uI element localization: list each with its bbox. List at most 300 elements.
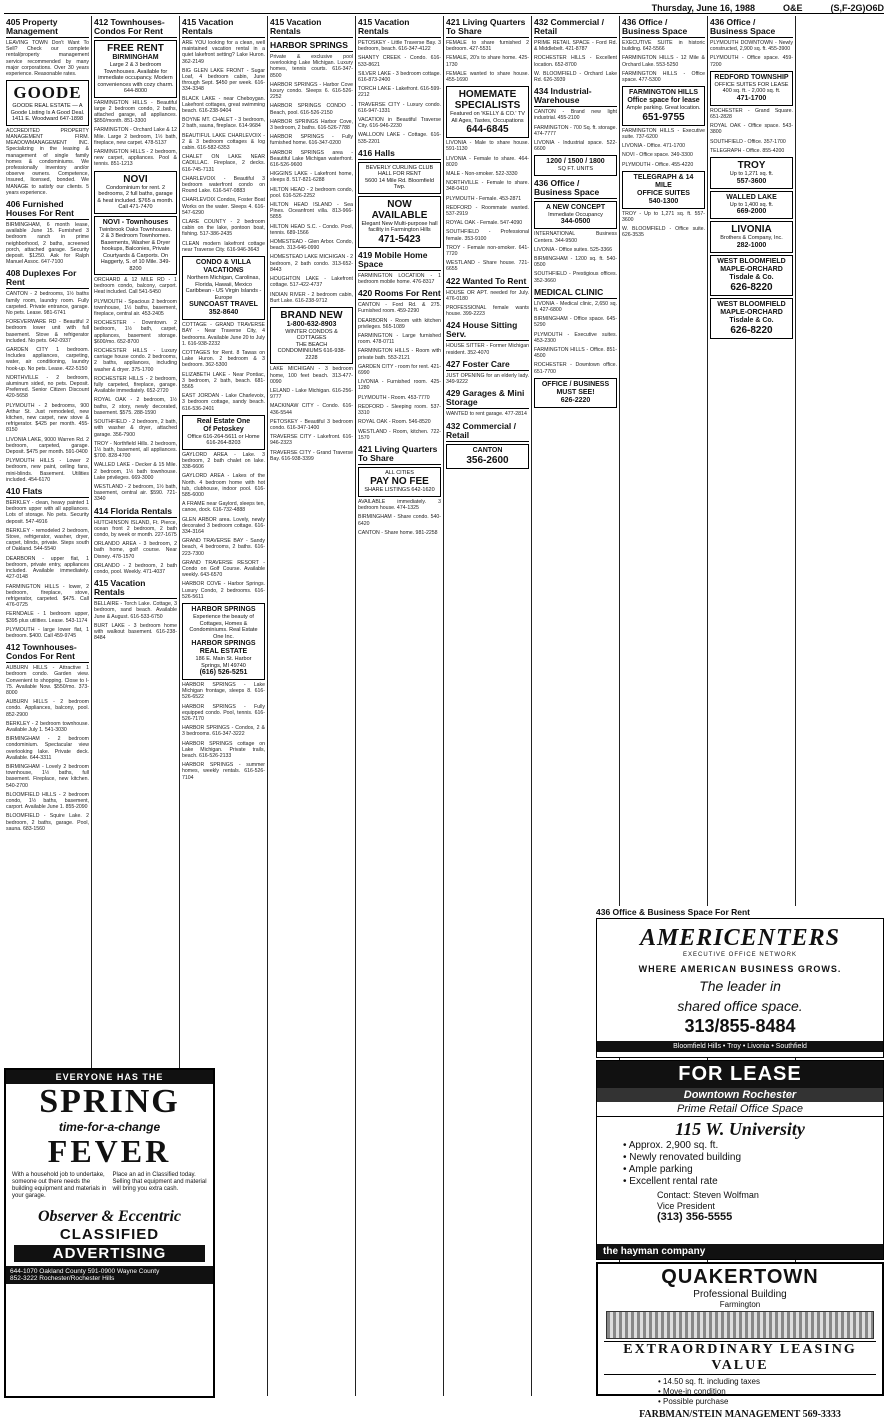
spring-phones-line-1: 644-1070 Oakland County 591-0900 Wayne County (10, 1268, 160, 1275)
classified-ad: ROCHESTER HILLS - 2 bedroom, fully carpeted, fireplace, garage. Available immediately. 652-2720 (94, 375, 177, 395)
ad-subhead: Of Petoskey (203, 425, 244, 433)
section-heading: 410 Flats (6, 486, 89, 498)
classified-ad: TROY - Up to 1,271 sq. ft. 557-3600 (622, 210, 705, 223)
ad-headline: TROY (737, 160, 766, 172)
americenters-phone: 313/855-8484 (684, 1016, 796, 1036)
section-heading: 419 Mobile Home Space (358, 250, 441, 271)
ad-headline: A NEW CONCEPT (545, 203, 606, 211)
goode-real-estate-ad (6, 80, 89, 126)
section-heading: 415 Vacation Rentals (182, 17, 265, 38)
spring-body-left: With a household job to undertake, someone out there needs the building equipment and materials in your garage. (12, 1172, 107, 1199)
classified-ad: FARMINGTON HILLS - Room with private bath. 553-2121 (358, 348, 441, 361)
classified-ad: AUBURN HILLS - 2 bedroom condo. Appliances, balcony, pool. 852-2900 (6, 699, 89, 718)
classified-ad: BIRMINGHAM - Office space. 645-5290 (534, 316, 617, 329)
classified-ad: HOUSE OR APT. needed for July. 476-0180 (446, 289, 529, 302)
classified-ad: FERNDALE - 1 bedroom upper, $395 plus utilities. Lease. 543-1174 (6, 611, 89, 624)
lease-management: the hayman company (597, 1244, 883, 1259)
west-bloomfield-ad-2 (710, 298, 793, 339)
classified-ad: SOUTHFIELD - Prestigious offices. 352-3660 (534, 271, 617, 284)
ad-subhead: BIRMINGHAM (112, 54, 159, 61)
classified-ad: FARMINGTON HILLS - Beautiful large 2 bedroom condo, 2 baths, attached garage, all appliances. $850/month. 851-3300 (94, 99, 177, 125)
spring-banner: EVERYONE HAS THE (6, 1070, 213, 1084)
classified-ad: HILTON HEAD - 2 bedroom condo, pool. 616-526-2252 (270, 186, 353, 199)
lease-feature: • Excellent rental rate (623, 1176, 718, 1187)
quakertown-bullets (598, 1377, 882, 1407)
classified-ad: FEMALE wanted to share house. 455-1690 (446, 70, 529, 84)
ad-phone: 644-6845 (466, 124, 509, 136)
classified-ad: WANTED to rent garage. 477-2814 (446, 411, 527, 418)
spring-fever-ad (4, 1068, 215, 1398)
classified-ad: COTTAGES for Rent. 8 Tawas on Lake Huron. 2 bedroom & 3 bedroom. 362-5300 (182, 349, 265, 369)
column-6 (444, 16, 532, 1396)
classified-ad: GAYLORD AREA - Lakes of the North. 4 bedroom home with hot tub, clubhouse, indoor pool. 616-585-6000 (182, 473, 265, 498)
ad-phone: 651-9755 (642, 111, 685, 123)
classified-ad: FEMALE, 20's to share home. 425-1730 (446, 55, 529, 68)
classified-ad: CLARE COUNTY - 2 bedroom cabin on the lake, pontoon boat, fishing. 517-386-2435 (182, 219, 265, 238)
quakertown-bullet: • Possible purchase (658, 1397, 729, 1406)
classified-ad: PETOSKEY - Little Traverse Bay. 3 bedroom, beach. 616-347-4122 (358, 40, 441, 53)
display-ads-heading-bar (596, 906, 884, 918)
ad-headline: OFFICE / BUSINESS (541, 380, 610, 388)
classified-ad: GRAND TRAVERSE BAY - Sandy beach, 4 bedrooms, 2 baths. 616-223-7300 (182, 538, 265, 557)
ad-headline: WEST BLOOMFIELD (717, 300, 786, 308)
classified-ad: BIRMINGHAM - Lovely 2 bedroom townhouse, 1½ baths, full basement. Fireplace, new kitchen. 540-2700 (6, 763, 89, 789)
americenters-lead-2: shared office space. (677, 998, 803, 1014)
canton-commercial-ad (446, 444, 529, 469)
quakertown-city: Farmington (719, 1300, 761, 1309)
page-header (4, 2, 884, 14)
section-heading: 436 Office / Business Space (534, 178, 617, 199)
ad-brand: Tisdale & Co. (729, 316, 774, 324)
section-heading: 412 Townhouses-Condos For Rent (6, 642, 89, 663)
classified-ad: LIVONIA - Office. 471-1700 (622, 143, 686, 150)
classified-ad: MALE - Non-smoker. 522-3330 (446, 171, 518, 178)
lease-feature: • Newly renovated building (623, 1152, 742, 1163)
ad-headline: FREE RENT (107, 43, 164, 54)
ad-phone: 471-1700 (736, 94, 767, 102)
spring-body-right: Place an ad in Classified today. Selling that equipment and material will bring you extra cash. (112, 1172, 207, 1192)
classified-ad: INTERNATIONAL Business Centers. 344-9500 (534, 231, 617, 244)
section-heading: 436 Office / Business Space (710, 17, 793, 38)
classified-ad: HOMESTEAD - Glen Arbor. Condo, beach. 313-646-0990 (270, 239, 353, 252)
classified-ad: CANTON - Brand new light industrial. 455-2100 (534, 109, 617, 122)
ad-brand: SUNCOAST TRAVEL (189, 301, 258, 309)
classified-ad: NORTHVILLE - 2 bedroom, aluminum sided, no pets. Deposit. Preferred. Senior Citizen Discount 420-5658 (6, 374, 89, 400)
ad-body: Northern Michigan, Carolinas, Florida, Hawaii, Mexico (187, 275, 260, 288)
classified-ad: FARMINGTON HILLS - 2 bedroom, new carpet, appliances. Pool & tennis. 851-1213 (94, 148, 177, 168)
ad-headline: REDFORD TOWNSHIP (714, 73, 789, 81)
lease-contact (597, 1190, 883, 1223)
classified-ad: Private & exclusive pool overlooking Lake Michigan. Luxury homes, tennis courts. 616-347-8500 (270, 54, 353, 79)
classified-ad: BLOOMFIELD - Squire Lake. 2 bedroom, 2 baths, garage. Pool, sauna. 683-1560 (6, 813, 89, 832)
classified-ad: ORCHARD & 12 MILE RD - 1 bedroom condo, balcony, carport. Heat included. Call 541-5450 (94, 277, 177, 296)
classified-ad: ROCHESTER - Downtown office. 651-7700 (534, 362, 617, 375)
americenters-tagline: EXECUTIVE OFFICE NETWORK (682, 952, 797, 958)
classified-ad: PLYMOUTH - Room. 453-7770 (358, 394, 430, 401)
classified-ad: A FRAME near Gaylord, sleeps ten, canoe, dock. 616-732-4888 (182, 501, 265, 514)
lease-features (597, 1140, 883, 1188)
livonia-office-ad (710, 221, 793, 253)
column-5 (356, 16, 444, 1396)
classified-ad: PLYMOUTH - 2 bedrooms, 900 Arthur St. Just remodeled, new kitchen, new carpet, new stove & refrigerator. $425 per month. 455-8150 (6, 402, 89, 434)
classified-ad: HOUSE SITTER - Former Michigan resident. 352-4070 (446, 343, 529, 356)
ad-body: Up to 1,400 sq. ft. (729, 201, 774, 208)
classified-ad: HILTON HEAD ISLAND - Sea Pines. Oceanfront villa. 813-966-5855 (270, 202, 353, 221)
ad-phone: Office 616-264-5611 or Home 616-264-8203 (187, 433, 260, 447)
classified-ad: NORTHVILLE - Female to share. 348-0410 (446, 180, 529, 193)
lease-address: 115 W. University (675, 1119, 805, 1139)
ad-subhead: MAPLE-ORCHARD (720, 308, 783, 316)
classified-ad: PLYMOUTH - large lower flat, 1 bedroom. $400. Call 459-9745 (6, 626, 89, 639)
classified-ad: TRAVERSE CITY - Lakefront. 616-946-2323 (270, 434, 353, 447)
classified-ad: SOUTHFIELD - Professional female. 353-9100 (446, 229, 529, 242)
classified-ad: BERKLEY - clean, heavy painted 1 bedroom upper with all appliances. Lots of storage. No pets. Security deposit. 547-4916 (6, 500, 89, 525)
classified-ad: PLYMOUTH HILLS - Lower 2 bedroom, new paint, ceiling fans, mini-blinds. Basement. Utilities included. 454-6170 (6, 458, 89, 483)
condo-villa-ad (182, 256, 265, 320)
ad-brand: HARBOR SPRINGS REAL ESTATE (191, 640, 256, 655)
section-heading: 429 Garages & Mini Storage (446, 388, 529, 409)
classified-ad: PLYMOUTH - Female. 453-2871 (446, 195, 522, 202)
spring-phones (6, 1266, 213, 1284)
classified-ad: ROCHESTER - Grand Square. 651-2828 (710, 107, 793, 121)
lease-contact-name: Contact: Steven Wolfman (657, 1190, 759, 1200)
section-heading: 405 Property Management (6, 17, 89, 38)
ad-body: Up to 1,271 sq. ft. (729, 171, 774, 178)
twinbrook-oaks-ad (94, 216, 177, 276)
classified-ad: EAST JORDAN - Lake Charlevoix, 3 bedroom cottage, sandy beach. 616-536-2401 (182, 393, 265, 412)
classified-wordmark: CLASSIFIED (59, 1226, 160, 1243)
classified-ad: JUST OPENING for an elderly lady. 349-9222 (446, 372, 529, 386)
ad-headline: FARMINGTON HILLS (628, 89, 699, 97)
classified-ad: ROYAL OAK - 2 bedroom, 1½ baths, 2 story, newly decorated, basement. $575. 288-1590 (94, 397, 177, 416)
ad-phone: 1-800-632-8903 (286, 320, 337, 328)
ad-subhead: MAPLE-ORCHARD (720, 265, 783, 273)
classified-ad: WALLED LAKE - Decker & 15 Mile. 2 bedroom, 1½ bath townhouse. Lake privileges. 669-3000 (94, 462, 177, 481)
quakertown-management: FARBMAN/STEIN MANAGEMENT 569-3333 (639, 1409, 841, 1420)
classified-ad: SOUTHFIELD - 2 bedroom, 2 bath, with washer & dryer, attached garage. 356-7900 (94, 419, 177, 438)
ad-phone: 282-1000 (736, 241, 767, 249)
classified-ad: LIVONIA - Industrial space. 522-6600 (534, 140, 617, 153)
classified-ad: CLEAN modern lakefront cottage near Traverse City. 616-946-3643 (182, 240, 265, 253)
section-heading: 416 Halls (358, 148, 441, 160)
classified-ad: SOUTHFIELD - Office. 357-1700 (710, 138, 786, 145)
classified-ad: WESTLAND - 2 bedroom, 1½ bath, basement, central air. $590. 721-3340 (94, 483, 177, 503)
classified-ad: CHARLEVOIX Condos, Foster Boat Works on the water. Sleeps 4. 616-547-6290 (182, 197, 265, 216)
classified-ad: W. BLOOMFIELD - Orchard Lake Rd. 626-3939 (534, 70, 617, 84)
ad-body: Immediate Occupancy (548, 211, 603, 218)
classified-ad: LEAVING TOWN Don't Want To Sell? Check our complete rental/property management service recommended by many major corporations. Over 30 years experience. Reasonable rates. (6, 40, 89, 78)
redford-office-ad (710, 71, 793, 106)
ad-phone: 471-5423 (378, 233, 421, 245)
classified-ad: SHANTY CREEK - Condo. 616-533-8621 (358, 55, 441, 68)
building-illustration (606, 1311, 874, 1339)
classified-ad: TROY - Northfield Hills. 2 bedroom, 1½ bath, basement, all appliances. $700. 828-4700 (94, 440, 177, 460)
americenters-ad (596, 918, 884, 1058)
classified-ad: DEARBORN - Room with kitchen privileges. 565-1089 (358, 317, 441, 330)
office-business-ad (534, 378, 617, 408)
classified-ad: FARMINGTON - Orchard Lake & 12 Mile. Large 2 bedroom, 1½ bath, fireplace, new carpet. 478-5137 (94, 127, 177, 146)
ad-headline: PAY NO FEE (370, 476, 429, 488)
classified-ad: GAYLORD AREA - Lake. 3 bedroom, 2 bath chalet on lake. 338-6606 (182, 451, 265, 471)
ad-phone: 344-0500 (560, 218, 591, 226)
section-heading: 421 Living Quarters To Share (446, 17, 529, 38)
ad-headline: TELEGRAPH & 14 MILE (633, 173, 694, 189)
ad-body: Twinbrook Oaks Townhouses. 2 & 3 Bedroom Townhomes. Basements, Washer & Dryer hookups, Balconies, Private Courtyards & Carports. On Haggerty, S. of 10 Mile. 349-8200 (99, 226, 172, 272)
classified-ad: BIRMINGHAM - 2 bedroom condominium. Spectacular view overlooking lake. Private deck. Available. 644-3311 (6, 736, 89, 761)
ad-address: 186 E. Main St. Harbor Springs, MI 49740 (195, 656, 252, 669)
ad-headline: NOW AVAILABLE (371, 198, 428, 221)
classified-ad: AUBURN HILLS - Attractive 1 bedroom condo. Garden view. Convenient to shopping. Close to I-75. Available Now. $550/mo. 373-8000 (6, 665, 89, 696)
classified-ad: GRAND TRAVERSE RESORT - Condo on Golf Course. Available weekly. 643-6570 (182, 559, 265, 579)
classified-ad: HOUGHTON LAKE - Lakefront cottage. 517-422-4737 (270, 276, 353, 289)
section-heading: 436 Office / Business Space (622, 17, 705, 38)
ad-headline: BEVERLY CURLING CLUB HALL FOR RENT (365, 164, 434, 178)
quakertown-headline: EXTRAORDINARY LEASING VALUE (604, 1341, 876, 1375)
ad-subhead: MUST SEE! (556, 388, 595, 396)
lease-subtitle: Downtown Rochester (597, 1088, 883, 1102)
ad-body: Ample parking. Great location. (626, 105, 701, 112)
classified-ad: BURT LAKE - 3 bedroom home with walkout basement. 616-238-8484 (94, 622, 177, 642)
spring-body (6, 1168, 213, 1204)
advertising-wordmark: ADVERTISING (14, 1245, 205, 1262)
classified-ad: MACKINAW CITY - Condo. 616-436-5544 (270, 403, 353, 416)
classified-ad: HARBOR SPRINGS Harbor Cove, 3 bedroom, 2 baths. 616-526-7788 (270, 118, 353, 132)
west-bloomfield-ad (710, 255, 793, 296)
ad-phone: 540-1300 (648, 197, 679, 205)
lease-title: FOR LEASE (597, 1061, 883, 1088)
lease-phone: (313) 356-5555 (657, 1211, 733, 1223)
classified-ad: REDFORD - Sleeping room. 537-3310 (358, 403, 441, 417)
ad-phone: (616) 526-5251 (199, 669, 248, 676)
brand-new-condos-ad (270, 307, 353, 365)
ad-headline: Real Estate One (196, 417, 251, 425)
ad-headline: NOVI (123, 173, 148, 185)
classified-ad: WESTLAND - Room, kitchen. 722-1570 (358, 428, 441, 441)
classified-ad: WALLOON LAKE - Cottage. 616-535-2201 (358, 132, 441, 145)
classified-ad: HARBOR SPRINGS - Lake Michigan frontage, sleeps 8. 616-526-6522 (182, 682, 265, 701)
classified-ad: LIVONIA - Female to share. 464-8020 (446, 155, 529, 168)
section-heading: 421 Living Quarters To Share (358, 444, 441, 465)
quakertown-bullet: • 14.50 sq. ft. including taxes (658, 1377, 760, 1386)
classified-ad: ARE YOU looking for a clean, well maintained vacation rental in a quiet lakefront setting? Lake Huron. 362-2149 (182, 40, 265, 65)
classified-ad: HARBOR SPRINGS - Harbor Cove luxury condo. Sleeps 6. 616-526-2252 (270, 81, 353, 101)
ad-phone: 557-3600 (736, 177, 767, 185)
classified-ad: CANTON - Share home. 981-2258 (358, 529, 438, 536)
section-heading: 415 Vacation Rentals (358, 17, 441, 38)
classified-ad: HARBOR COVE - Harbor Springs. Luxury Condo, 2 bedrooms. 616-526-5611 (182, 581, 265, 600)
americenters-lead-1: The leader in (699, 978, 781, 994)
classified-ad: PLYMOUTH - Office. 455-4220 (622, 161, 694, 168)
ad-headline: BRAND NEW (280, 309, 343, 321)
classified-ad: VACATION in Beautiful Traverse City. 616-946-2230 (358, 117, 441, 130)
classified-ad: REDFORD - Roommate wanted. 537-2919 (446, 204, 529, 218)
section-heading: MEDICAL CLINIC (534, 287, 617, 299)
spring-subtitle: time-for-a-change (58, 1120, 161, 1134)
classified-ad: CANTON - 2 bedrooms, 1½ baths family room, laundry room. Fully carpeted. Private entrance, garage. No pets. Lease. 981-6741 (6, 291, 89, 316)
section-heading: 420 Rooms For Rent (358, 288, 441, 299)
ad-body: THE BEACH CONDOMINIUMS 616-938-2228 (277, 341, 346, 361)
ad-body: Elegant New Multi-purpose hall facility in Farmington Hills (361, 220, 438, 234)
quakertown-bullet: • Move-in condition (658, 1387, 726, 1396)
ad-headline: CONDO & VILLA VACATIONS (195, 259, 252, 275)
classified-ad: BERKLEY - remodeled 2 bedroom, Stove, refrigerator, washer, dryer, carpet, blinds, private. Steps south of Oakland. 544-5540 (6, 527, 89, 553)
ad-headline: 1200 / 1500 / 1800 (546, 158, 605, 166)
ad-body: Experience the beauty of Cottages, Homes & Condominiums. Real Estate One Inc. (189, 614, 258, 640)
classified-ad: HOMESTEAD LAKE MICHIGAN - 2 bedroom, 2 bath condo. 313-652-8443 (270, 254, 353, 273)
classified-ad: NOVI - Office space. 349-3300 (622, 152, 693, 159)
classified-ad: TRAVERSE CITY - Luxury condo. 616-947-1331 (358, 101, 441, 114)
pay-no-fee-ad (358, 467, 441, 497)
classified-ad: AVAILABLE immediately. 3 bedroom house. 474-1325 (358, 498, 441, 512)
ad-body: WINTER CONDOS & COTTAGES (285, 328, 338, 342)
classified-ad: TROY - Female non-smoker. 641-7720 (446, 244, 529, 258)
classified-ad: PETOSKEY - Beautiful 3 bedroom condo. 616-347-1400 (270, 418, 353, 432)
section-heading: 414 Florida Rentals (94, 506, 177, 518)
classified-ad: FARMINGTON LOCATION - 1 bedroom mobile home. 476-8317 (358, 272, 441, 286)
classified-ad: FARMINGTON HILLS - Office space. 477-5300 (622, 70, 705, 84)
spring-word: SPRING (39, 1083, 180, 1120)
classified-ad: ROYAL OAK - Office space. 543-3800 (710, 123, 793, 136)
classified-ad: HARBOR SPRINGS - Fully furnished home. 616-347-0200 (270, 134, 353, 147)
classified-ad: BLOOMFIELD HILLS - 2 bedroom condo, 1½ baths, basement, carport. Available June 1. 855-2090 (6, 791, 89, 811)
classified-ad: BIRMINGHAM - 1200 sq. ft. 540-0500 (534, 256, 617, 269)
classified-ad: LIVONIA - Office suites. 525-3366 (534, 246, 613, 253)
americenters-cities: Bloomfield Hills • Troy • Livonia • Southfield (597, 1041, 883, 1052)
section-heading: 424 House Sitting Serv. (446, 320, 529, 341)
classified-ad: BLACK LAKE - near Cheboygan. Lakefront cottages, great swimming beach. 616-238-9404 (182, 95, 265, 115)
ad-headline: LIVONIA (731, 224, 772, 236)
fever-word: FEVER (47, 1133, 172, 1169)
ad-phone: 626-8220 (730, 281, 773, 293)
classified-ad: ORLANDO AREA - 3 bedroom, 2 bath home, golf course. Near Disney. 478-1570 (94, 541, 177, 560)
ad-headline: NOVI - Townhouses (102, 218, 169, 226)
classified-ad: FARMINGTON - Large furnished room. 478-0711 (358, 333, 441, 346)
homemate-specialists-ad (446, 86, 529, 138)
unit-sizes-ad (534, 155, 617, 176)
classified-ad: ROCHESTER - Downtown. 2 bedroom, 1½ bath, carpet, appliances, basement storage. $600/mo. 652-8700 (94, 320, 177, 345)
ad-headline: HOMEMATE SPECIALISTS (454, 89, 521, 112)
classified-ad: CANTON - Ford Rd. & 275. Furnished room. 459-2290 (358, 302, 441, 315)
quakertown-ad (596, 1262, 884, 1420)
classified-ad: TELEGRAPH - Office. 855-4200 (710, 147, 785, 154)
section-heading: 436 Office & Business Space For Rent (596, 907, 884, 919)
classified-ad: FARMINGTON - 700 Sq. ft. storage. 474-7777 (534, 124, 617, 137)
ad-headline: HARBOR SPRINGS (191, 606, 256, 613)
ad-subhead: OFFICE SUITES FOR LEASE (714, 81, 789, 88)
ad-headline: CANTON (472, 446, 503, 454)
americenters-slogan: WHERE AMERICAN BUSINESS GROWS. (638, 964, 842, 974)
classified-ad: PLYMOUTH - Executive suites. 453-2300 (534, 331, 617, 344)
header-date: Thursday, June 16, 1988 (651, 2, 755, 13)
ad-body: 400 sq. ft. - 2,000 sq. ft. (722, 88, 781, 95)
section-heading: 422 Wanted To Rent (446, 276, 529, 288)
ad-headline: WALLED LAKE (726, 193, 777, 201)
section-heading: 427 Foster Care (446, 359, 529, 371)
header-paper: O&E (782, 2, 803, 13)
novi-condo-ad (94, 171, 177, 214)
new-concept-ad (534, 201, 617, 230)
classified-ad: HIGGINS LAKE - Lakefront home, sleeps 8. 517-821-6288 (270, 171, 353, 184)
classified-ad: HARBOR SPRINGS CONDO - Beach, pool. 616-526-2150 (270, 103, 353, 116)
classified-ad: GOODE REAL ESTATE — A Goode Listing Is A Good Deal. 1411 E. Woodward 647-1898 (10, 103, 85, 123)
troy-office-ad (710, 157, 793, 189)
quakertown-title: QUAKERTOWN (661, 1266, 819, 1288)
ad-body: Caribbean - US Virgin Islands - Europe (185, 288, 262, 301)
spring-phones-line-2: 852-3222 Rochester/Rochester Hills (10, 1275, 115, 1282)
classified-ad: LIVONIA - Medical clinic, 2,650 sq. ft. 427-6800 (534, 300, 617, 314)
classified-ad: DEARBORN - upper flat, 1 bedroom, private entry, appliances included. Available immediately. 427-0148 (6, 555, 89, 581)
americenters-logo: AMERICENTERS (639, 925, 841, 951)
classified-ad: FARMINGTON HILLS - Office. 851-4500 (534, 347, 617, 360)
classified-ad: FOREVERWARE RD - Beautiful 2 bedroom lower unit with full basement. Stove & refrigerator included. No pets. 642-0937 (6, 319, 89, 344)
classified-ad: BIRMINGHAM, 6 month lease, available June 15. Furnished 3 bedroom ranch in prime neighborhood, 2 baths, screened porch, attached garage. Security deposit. $1250. Ask for Ralph Manuel Assoc. 647-7100 (6, 221, 89, 266)
multi-purpose-hall-ad (358, 196, 441, 248)
section-heading: 408 Duplexes For Rent (6, 268, 89, 289)
classified-ad: ELIZABETH LAKE - Near Pontiac, 3 bedroom, 2 bath, beach. 681-5565 (182, 371, 265, 390)
farmington-hills-office-ad (622, 86, 705, 126)
classified-ad: HARBOR SPRINGS area - Beautiful Lake Michigan waterfront. 616-526-9600 (270, 149, 353, 169)
classified-ad: ROCHESTER HILLS - Excellent location. 652-8700 (534, 55, 617, 68)
section-heading: 412 Townhouses-Condos For Rent (94, 17, 177, 38)
classified-ad: HARBOR SPRINGS cottage on Lake Michigan. Private trails, beach. 616-526-2133 (182, 740, 265, 760)
section-heading: 415 Vacation Rentals (94, 578, 177, 599)
classified-ad: TORCH LAKE - Lakefront. 616-599-2212 (358, 86, 441, 99)
classified-ad: HARBOR SPRINGS - Condos, 2 & 3 bedrooms. 616-347-3222 (182, 725, 265, 738)
free-rent-ad (94, 40, 177, 98)
ad-phone: SHARE LISTINGS 642-1620 (364, 487, 435, 494)
lease-feature: • Ample parking (623, 1164, 693, 1175)
classified-ad: BIRMINGHAM - Share condo. 540-6420 (358, 514, 441, 527)
section-heading: HARBOR SPRINGS (270, 40, 353, 52)
classified-ad: BELLAIRE - Torch Lake. Cottage, 3 bedroom, sand beach. Available June & August. 616-533-6750 (94, 601, 177, 620)
classified-ad: PLYMOUTH - Office space. 459-7200 (710, 55, 793, 68)
header-page-code: (S,F-2G)O6D (830, 2, 884, 13)
classified-ad: BEAUTIFUL LAKE CHARLEVOIX - 2 & 3 bedroom cottages & log cabin. 616-582-6353 (182, 132, 265, 152)
section-heading: 432 Commercial / Retail (446, 421, 529, 442)
classified-ad: FARMINGTON HILLS - Executive suite. 737-6200 (622, 127, 705, 140)
classified-ad: PROFESSIONAL female wants house. 399-2223 (446, 305, 529, 318)
ad-body: Featured on 'KELLY & CO.' TV (450, 111, 525, 118)
classified-ad: PLYMOUTH DOWNTOWN - Newly constructed, 2,900 sq. ft. 455-3900 (710, 40, 793, 53)
classified-ad: WESTLAND - Share house. 721-6655 (446, 260, 529, 273)
classified-ad: CHARLEVOIX - Beautiful 3 bedroom waterfront condo on Round Lake. 616-547-0883 (182, 175, 265, 195)
classified-ad: HILTON HEAD S.C. - Condo. Pool, tennis. 689-1566 (270, 223, 353, 236)
classified-ad: EXECUTIVE SUITE in historic building. 642-5566 (622, 40, 705, 53)
ad-phone: 626-2220 (560, 396, 591, 404)
classified-ad: ORLANDO - 2 bedroom, 2 bath condo, pool. Weekly. 471-4037 (94, 562, 177, 575)
observer-eccentric-logo: Observer & Eccentric (37, 1208, 182, 1225)
ad-headline: WEST BLOOMFIELD (717, 257, 786, 265)
classified-ad: PRIME RETAIL SPACE - Ford Rd. & Middlebelt. 421-8787 (534, 40, 617, 53)
classified-ad: SILVER LAKE - 3 bedroom cottage. 616-873-2400 (358, 70, 441, 84)
ad-body: Brothers & Company, Inc. (720, 235, 783, 242)
ad-body: Condominium for rent. 2 bedrooms, 2 full baths, garage & heat included. $765 a month. Call 471-7470 (97, 184, 174, 211)
classified-ad: INDIAN RIVER - 2 bedroom cabin, Burt Lake. 616-238-9712 (270, 291, 353, 304)
quakertown-subtitle: Professional Building (693, 1289, 787, 1300)
classified-ad: ROYAL OAK - Female. 547-4090 (446, 220, 523, 227)
classified-ad: HARBOR SPRINGS - Fully equipped condo. Pool, tennis. 616-526-7170 (182, 703, 265, 723)
classified-ad: ACCREDITED PROPERTY MANAGEMENT FIRM. MEADOWMANAGEMENT INC. Specializing in the leasing & management of single family homes & condominiums. We professionally inventory and/or observe owners. Competence, Insured, licensed, bonded. We MANAGE to satisfy our clients. 5 years experience. (6, 127, 89, 196)
lease-contact-title: Vice President (657, 1201, 715, 1211)
ad-phone: 356-2600 (466, 454, 509, 466)
section-heading: 432 Commercial / Retail (534, 17, 617, 38)
section-heading: 406 Furnished Houses For Rent (6, 199, 89, 220)
ad-subhead: Office space for lease (627, 97, 700, 105)
ad-subhead: OFFICE SUITES (637, 189, 690, 197)
classified-ad: ROCHESTER HILLS - Luxury carriage house condo. 2 bedrooms, 2 baths, appliances, including washer & dryer. 375-1700 (94, 348, 177, 373)
curling-club-ad (358, 162, 441, 194)
telegraph-office-ad (622, 171, 705, 209)
